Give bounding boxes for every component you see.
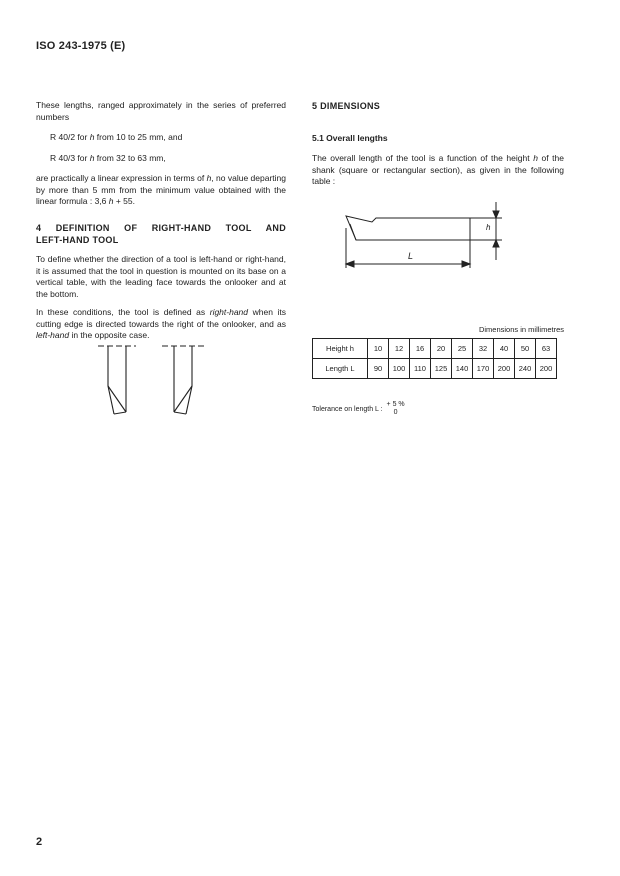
table-row-height: [313, 339, 557, 359]
cell: 40: [494, 339, 515, 359]
cell: 90: [368, 359, 389, 379]
paragraph-linear-formula: are practically a linear expression in terms of h, no value departing by more than 5 mm from the minimum value obtained with the linear formula : 3,6 h + 55.: [36, 173, 286, 206]
cell: 32: [473, 339, 494, 359]
cell: 200: [494, 359, 515, 379]
table-row-length: [313, 359, 557, 379]
row-label-length: Length L: [313, 359, 368, 379]
cell: 125: [431, 359, 452, 379]
paragraph-overall-length: The overall length of the tool is a function of the height h of the shank (square or rectangular section), as given in the following table :: [312, 153, 564, 186]
cell: 240: [515, 359, 536, 379]
cell: 25: [452, 339, 473, 359]
units-caption: Dimensions in millimetres: [478, 325, 564, 334]
page-number: 2: [36, 836, 43, 848]
cell: 20: [431, 339, 452, 359]
section-5-1-body: [312, 153, 564, 188]
cell: 110: [410, 359, 431, 379]
cell: 10: [368, 339, 389, 359]
series-r40-2: R 40/2 for h from 10 to 25 mm, and: [50, 132, 183, 142]
dimensions-table: [312, 338, 557, 379]
paragraph-tool-direction: To define whether the direction of a tool is left-hand or right-hand, it is assumed that the tool in question is mounted on its base on a vertical table, with the leading face towards the onlooker and at the bottom.: [36, 254, 286, 299]
cell: 16: [410, 339, 431, 359]
cell: 12: [389, 339, 410, 359]
label-h: h: [486, 223, 491, 232]
left-column: [36, 100, 286, 208]
tool-dimension-figure: [336, 198, 506, 280]
tolerance-values: + 5 % 0: [386, 401, 405, 416]
label-L: L: [408, 251, 414, 261]
cell: 100: [389, 359, 410, 379]
tolerance-note: [312, 401, 405, 417]
cell: 170: [473, 359, 494, 379]
section-4-body: [36, 254, 286, 342]
paragraph-preferred-numbers: These lengths, ranged approximately in the series of preferred numbers: [36, 100, 286, 122]
document-header: ISO 243-1975 (E): [36, 40, 126, 52]
series-r40-3: R 40/3 for h from 32 to 63 mm,: [50, 152, 166, 163]
cell: 50: [515, 339, 536, 359]
tool-hand-figure: [96, 340, 216, 420]
section-4-heading: 4 DEFINITION OF RIGHT-HAND TOOL AND LEFT-HAND TOOL: [36, 223, 286, 245]
cell: 63: [536, 339, 557, 359]
section-5-1-heading: 5.1 Overall lengths: [312, 133, 388, 143]
cell: 200: [536, 359, 557, 379]
paragraph-right-left-definition: In these conditions, the tool is defined as right-hand when its cutting edge is directed towards the right of the onlooker, and as left-hand in the opposite case.: [36, 307, 287, 340]
cell: 140: [452, 359, 473, 379]
row-label-height: Height h: [313, 339, 368, 359]
section-5-heading: 5 DIMENSIONS: [312, 101, 381, 111]
tolerance-label: Tolerance on length L :: [312, 405, 383, 413]
